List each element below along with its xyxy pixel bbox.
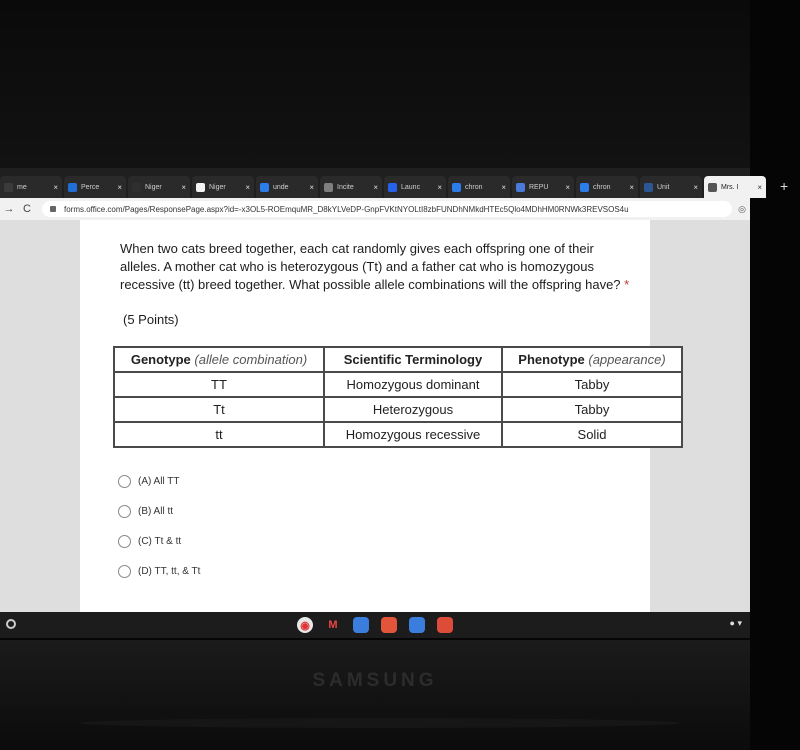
browser-tab[interactable]: [192, 176, 254, 198]
browser-tab[interactable]: [384, 176, 446, 198]
tab-title: me: [17, 183, 27, 191]
header-phenotype: Phenotype (appearance): [502, 347, 682, 372]
tab-close-icon[interactable]: ×: [629, 182, 634, 192]
screen: [0, 168, 789, 638]
gmail-icon[interactable]: M: [328, 619, 338, 631]
option-label: (A) All TT: [138, 475, 180, 487]
cell-phenotype: Tabby: [502, 397, 682, 422]
tab-title: chron: [593, 183, 611, 191]
tab-title: Niger: [145, 183, 162, 191]
tab-title: Perce: [81, 183, 100, 191]
table-row: [114, 397, 682, 422]
header-genotype: Genotype (allele combination): [114, 347, 324, 372]
radio-button[interactable]: [118, 505, 131, 518]
launcher-icon[interactable]: [6, 619, 16, 629]
tab-close-icon[interactable]: ×: [565, 182, 570, 192]
cell-genotype: tt: [114, 422, 324, 447]
table-header-row: [114, 347, 682, 372]
tab-title: REPU: [529, 183, 549, 191]
tab-favicon-icon: [580, 183, 589, 192]
cell-phenotype: Solid: [502, 422, 682, 447]
header-terminology: Scientific Terminology: [324, 347, 502, 372]
tab-favicon-icon: [388, 183, 397, 192]
table-row: [114, 372, 682, 397]
browser-tab[interactable]: [448, 176, 510, 198]
form-page: [0, 220, 750, 612]
tab-close-icon[interactable]: ×: [437, 182, 442, 192]
tab-favicon-icon: [4, 183, 13, 192]
tab-favicon-icon: [516, 183, 525, 192]
reload-icon[interactable]: C: [23, 203, 31, 215]
cell-terminology: Heterozygous: [324, 397, 502, 422]
tab-close-icon[interactable]: ×: [117, 182, 122, 192]
browser-tab[interactable]: [256, 176, 318, 198]
slides-icon[interactable]: [381, 617, 397, 633]
monitor-bezel-top: [0, 0, 750, 168]
browser-toolbar: [0, 198, 750, 220]
tab-favicon-icon: [260, 183, 269, 192]
tab-close-icon[interactable]: ×: [501, 182, 506, 192]
extension-icon[interactable]: ◎: [738, 203, 746, 214]
cell-genotype: Tt: [114, 397, 324, 422]
answer-options: [118, 466, 200, 586]
option-label: (C) Tt & tt: [138, 535, 182, 547]
browser-tab-strip: [0, 168, 789, 198]
tab-favicon-icon: [132, 183, 141, 192]
cell-phenotype: Tabby: [502, 372, 682, 397]
monitor-brand: SAMSUNG: [312, 670, 438, 691]
radio-button[interactable]: [118, 535, 131, 548]
cell-terminology: Homozygous dominant: [324, 372, 502, 397]
browser-tab[interactable]: [0, 176, 62, 198]
tab-title: Launc: [401, 183, 421, 191]
meet-icon[interactable]: [437, 617, 453, 633]
tab-close-icon[interactable]: ×: [309, 182, 314, 192]
tab-favicon-icon: [452, 183, 461, 192]
cell-terminology: Homozygous recessive: [324, 422, 502, 447]
os-shelf: [0, 612, 750, 638]
question-points: (5 Points): [123, 312, 179, 327]
browser-tab[interactable]: [64, 176, 126, 198]
monitor-bezel-bottom: [0, 640, 750, 750]
tab-title: Niger: [209, 183, 226, 191]
address-bar[interactable]: [42, 201, 732, 217]
chrome-icon[interactable]: ◉: [297, 617, 313, 633]
forward-icon[interactable]: →: [3, 203, 15, 215]
answer-option[interactable]: [118, 526, 200, 556]
radio-button[interactable]: [118, 565, 131, 578]
files-icon[interactable]: [409, 617, 425, 633]
tab-favicon-icon: [196, 183, 205, 192]
tab-title: Incite: [337, 183, 354, 191]
tab-close-icon[interactable]: ×: [373, 182, 378, 192]
answer-option[interactable]: [118, 466, 200, 496]
option-label: (D) TT, tt, & Tt: [138, 565, 201, 577]
tab-close-icon[interactable]: ×: [53, 182, 58, 192]
tab-title: Unit: [657, 183, 670, 191]
lock-icon: [50, 206, 56, 212]
tab-favicon-icon: [68, 183, 77, 192]
browser-tab[interactable]: [320, 176, 382, 198]
tab-close-icon[interactable]: ×: [757, 182, 762, 192]
browser-tab[interactable]: [576, 176, 638, 198]
tab-title: chron: [465, 183, 483, 191]
tab-favicon-icon: [644, 183, 653, 192]
browser-tab[interactable]: [704, 176, 766, 198]
docs-icon[interactable]: [353, 617, 369, 633]
answer-option[interactable]: [118, 556, 200, 586]
system-tray-icon[interactable]: ● ▾: [729, 618, 742, 628]
new-tab-button[interactable]: +: [780, 178, 789, 194]
answer-option[interactable]: [118, 496, 200, 526]
cell-genotype: TT: [114, 372, 324, 397]
tab-favicon-icon: [708, 183, 717, 192]
table-row: [114, 422, 682, 447]
required-mark: *: [624, 277, 630, 292]
tab-title: unde: [273, 183, 289, 191]
browser-tab[interactable]: [640, 176, 702, 198]
url-text: forms.office.com/Pages/ResponsePage.aspx?id=-x3OL5-ROEmquMR_D8kYLVeDP-GnpFVKtNYOLtI8zbFUNDhNMkdHTEc5Qlo4MDhHM0RNWk3REVSOS4u: [64, 204, 629, 214]
question-body: When two cats breed together, each cat randomly gives each offspring one of their alleles. A mother cat who is heterozygous (Tt) and a father cat who is homozygous recessive (tt) breed together. What possible allele combinations will the offspring have?: [120, 241, 621, 292]
question-text: [120, 240, 630, 294]
genotype-table: [113, 346, 683, 448]
tab-close-icon[interactable]: ×: [693, 182, 698, 192]
desk-edge: [80, 718, 680, 728]
option-label: (B) All tt: [138, 505, 174, 517]
radio-button[interactable]: [118, 475, 131, 488]
tab-favicon-icon: [324, 183, 333, 192]
tab-title: Mrs. I: [721, 183, 739, 191]
browser-tab[interactable]: [128, 176, 190, 198]
browser-tab[interactable]: [512, 176, 574, 198]
tab-close-icon[interactable]: ×: [181, 182, 186, 192]
tab-close-icon[interactable]: ×: [245, 182, 250, 192]
